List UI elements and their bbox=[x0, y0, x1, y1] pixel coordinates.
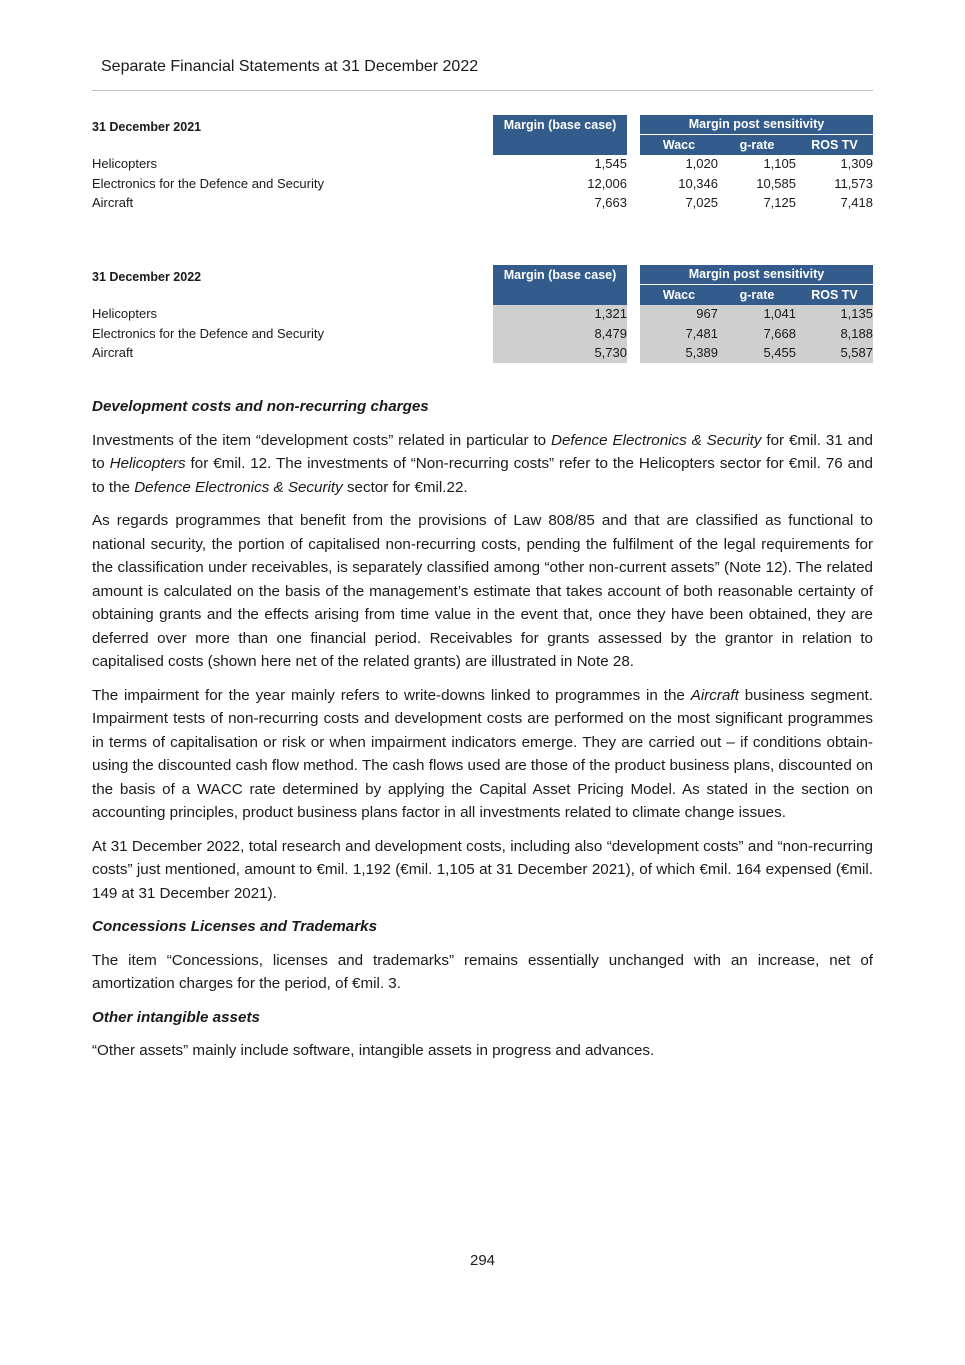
cell-wacc: 5,389 bbox=[685, 345, 718, 360]
paragraph-development-4: At 31 December 2022, total research and development costs, including also “development costs” and “non-recurring costs” just mentioned, amount to €mil. 1,192 (€mil. 1,105 at 31 December 2021), of which €mil. 164 expensed (€mil. 149 at 31 December 2021). bbox=[92, 837, 873, 902]
cell-rostv: 8,188 bbox=[840, 325, 873, 341]
cell-base: 8,479 bbox=[594, 325, 627, 341]
text-run-italic: Helicopters bbox=[109, 455, 186, 472]
heading-other-intangibles: Other intangible assets bbox=[92, 1008, 260, 1026]
table-year-label: 31 December 2021 bbox=[92, 120, 202, 134]
cell-rostv: 5,587 bbox=[840, 345, 873, 360]
header-grate: g-rate bbox=[739, 288, 775, 302]
row-label: Aircraft bbox=[92, 345, 134, 360]
table-row bbox=[92, 154, 873, 174]
header-sensitivity-label: Margin post sensitivity bbox=[640, 115, 873, 135]
header-divider bbox=[92, 90, 873, 91]
heading-concessions: Concessions Licenses and Trademarks bbox=[92, 918, 378, 935]
cell-base: 1,321 bbox=[594, 306, 627, 321]
page-number: 294 bbox=[469, 1252, 496, 1269]
row-label: Aircraft bbox=[92, 195, 134, 210]
header-sensitivity bbox=[640, 265, 873, 305]
cell-rostv: 11,573 bbox=[834, 175, 873, 191]
row-label: Helicopters bbox=[92, 306, 158, 321]
cell-base: 5,730 bbox=[594, 345, 627, 360]
cell-wacc: 7,025 bbox=[685, 195, 718, 210]
page-header-title: Separate Financial Statements at 31 December 2022 bbox=[101, 58, 479, 75]
row-label: Electronics for the Defence and Security bbox=[92, 325, 324, 341]
header-wacc: Wacc bbox=[662, 138, 696, 152]
cell-base: 1,545 bbox=[594, 156, 627, 171]
table-2021 bbox=[92, 115, 873, 215]
cell-rostv: 1,309 bbox=[840, 156, 873, 171]
row-label: Electronics for the Defence and Security bbox=[92, 175, 324, 191]
header-sensitivity bbox=[640, 115, 873, 155]
cell-base: 12,006 bbox=[587, 175, 627, 191]
row-label: Helicopters bbox=[92, 156, 158, 171]
paragraph-development-2: As regards programmes that benefit from the provisions of Law 808/85 and that are classified as functional to national security, the portion of capitalised non-recurring costs, pending the fulfilment of the legal requirements for the classification under receivables, is separately classified among “other non-current assets” (Note 12). The related amount is calculated on the basis of the management’s estimate that takes account of both reasonable certainty of obtaining grants and the effects arising from time value in the event that, once they have been obtained, they are deferred over more than one financial period. Receivables for grants assessed by the grantor in relation to capitalised costs (shown here net of the related grants) are illustrated in Note 28. bbox=[92, 512, 873, 670]
table-year-label: 31 December 2022 bbox=[92, 270, 202, 284]
cell-grate: 10,585 bbox=[756, 175, 796, 191]
table-row bbox=[92, 193, 873, 213]
cell-grate: 1,105 bbox=[763, 156, 796, 171]
body-text bbox=[92, 395, 873, 1073]
header-wacc: Wacc bbox=[662, 288, 696, 302]
cell-wacc: 10,346 bbox=[678, 175, 718, 191]
text-run: The impairment for the year mainly refers to write-downs linked to programmes in the bbox=[92, 686, 691, 704]
cell-rostv: 7,418 bbox=[840, 195, 873, 210]
cell-wacc: 7,481 bbox=[685, 325, 718, 341]
text-run: business segment. Impairment tests of non-recurring costs and development costs are performed on the most significant programmes in terms of capitalisation or risk or when impairment indicators emerge. They are carried out – if conditions obtain- using the discounted cash flow method. The cash flows used are those of the product business plans, discounted on the basis of a WACC rate determined by applying the Capital Asset Pricing Model. As stated in the section on accounting principles, product business plans factor in all investments related to climate change issues. bbox=[92, 686, 873, 821]
header-rostv: ROS TV bbox=[811, 138, 858, 152]
text-run: for €mil. 31 and to bbox=[92, 431, 874, 472]
table-row bbox=[92, 343, 873, 363]
text-run-italic: Defence Electronics & Security bbox=[551, 431, 762, 449]
text-run-italic: Aircraft bbox=[690, 686, 739, 704]
cell-grate: 7,668 bbox=[763, 325, 796, 341]
table-2022 bbox=[92, 265, 873, 365]
header-sensitivity-label: Margin post sensitivity bbox=[640, 265, 873, 285]
table-row bbox=[92, 324, 873, 344]
paragraph-concessions: The item “Concessions, licenses and trademarks” remains essentially unchanged with an increase, net of amortization charges for the period, of €mil. 3. bbox=[92, 951, 873, 992]
header-grate: g-rate bbox=[739, 138, 775, 152]
text-run: for €mil. 12. The investments of “Non-recurring costs” refer to the Helicopters sector for €mil. 76 and to the bbox=[92, 455, 873, 496]
text-run-italic: Defence Electronics & Security bbox=[134, 478, 343, 496]
table-row bbox=[92, 304, 873, 324]
cell-base: 7,663 bbox=[594, 195, 627, 210]
paragraph-development-1 bbox=[92, 429, 873, 500]
text-run: sector for €mil.22. bbox=[342, 478, 468, 496]
header-base-case: Margin (base case) bbox=[493, 115, 627, 155]
cell-wacc: 967 bbox=[696, 306, 718, 321]
paragraph-development-3 bbox=[92, 684, 873, 825]
cell-rostv: 1,135 bbox=[840, 306, 873, 321]
cell-grate: 7,125 bbox=[763, 195, 796, 210]
heading-development-costs: Development costs and non-recurring charges bbox=[92, 398, 429, 415]
paragraph-other-intangibles: “Other assets” mainly include software, intangible assets in progress and advances. bbox=[92, 1042, 655, 1059]
text-run: Investments of the item “development costs” related in particular to bbox=[92, 431, 552, 449]
header-rostv: ROS TV bbox=[811, 288, 858, 302]
cell-grate: 5,455 bbox=[763, 345, 796, 360]
table-row bbox=[92, 174, 873, 194]
header-base-case: Margin (base case) bbox=[493, 265, 627, 305]
cell-wacc: 1,020 bbox=[685, 156, 718, 171]
cell-grate: 1,041 bbox=[763, 306, 796, 321]
